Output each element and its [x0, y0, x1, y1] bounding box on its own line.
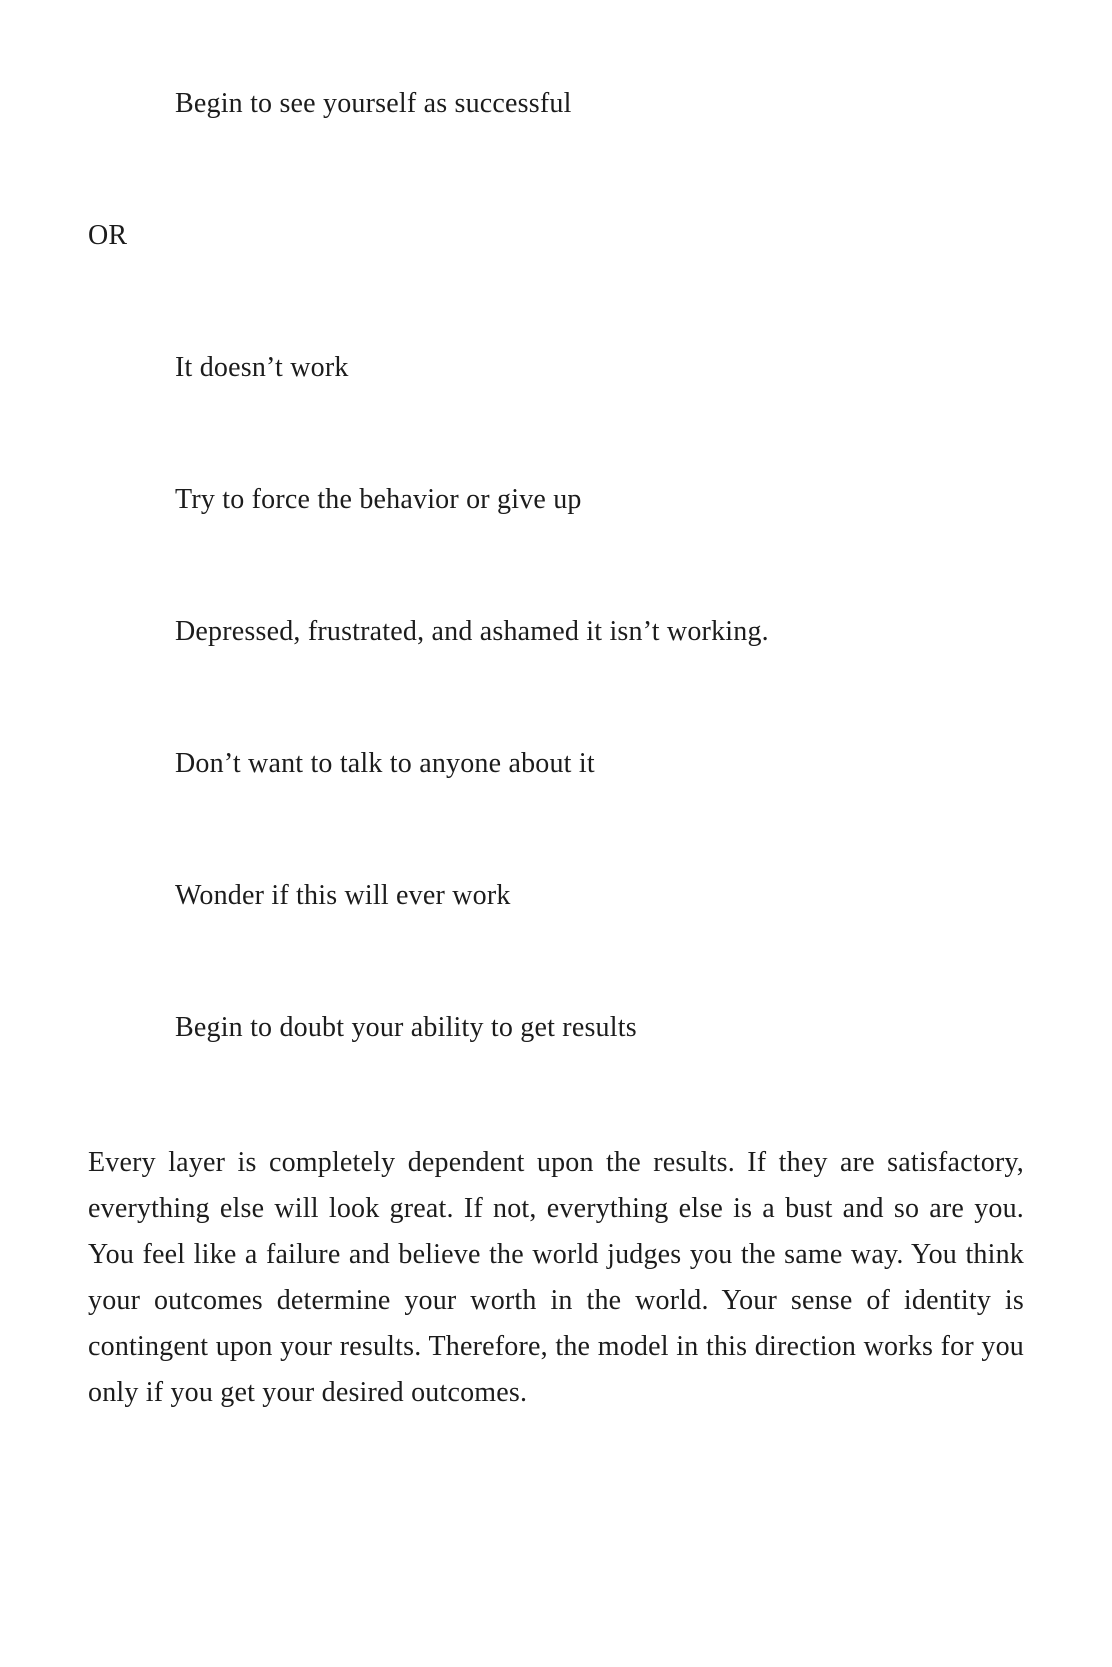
document-line: Wonder if this will ever work [175, 880, 511, 911]
document-line: It doesn’t work [175, 352, 349, 383]
document-line: Depressed, frustrated, and ashamed it isn’t working. [175, 616, 769, 647]
document-line: Try to force the behavior or give up [175, 484, 582, 515]
document-line: Don’t want to talk to anyone about it [175, 748, 595, 779]
body-paragraph: Every layer is completely dependent upon the results. If they are satisfactory, everything else will look great. If not, everything else is a bust and so are you. You feel like a failure and believe the world judges you the same way. You think your outcomes determine your worth in the world. Your sense of identity is contingent upon your results. Therefore, the model in this direction works for you only if you get your desired outcomes. [88, 1147, 1024, 1408]
document-line-or: OR [88, 220, 128, 251]
document-line: Begin to doubt your ability to get results [175, 1012, 637, 1043]
document-line: Begin to see yourself as successful [175, 88, 572, 119]
